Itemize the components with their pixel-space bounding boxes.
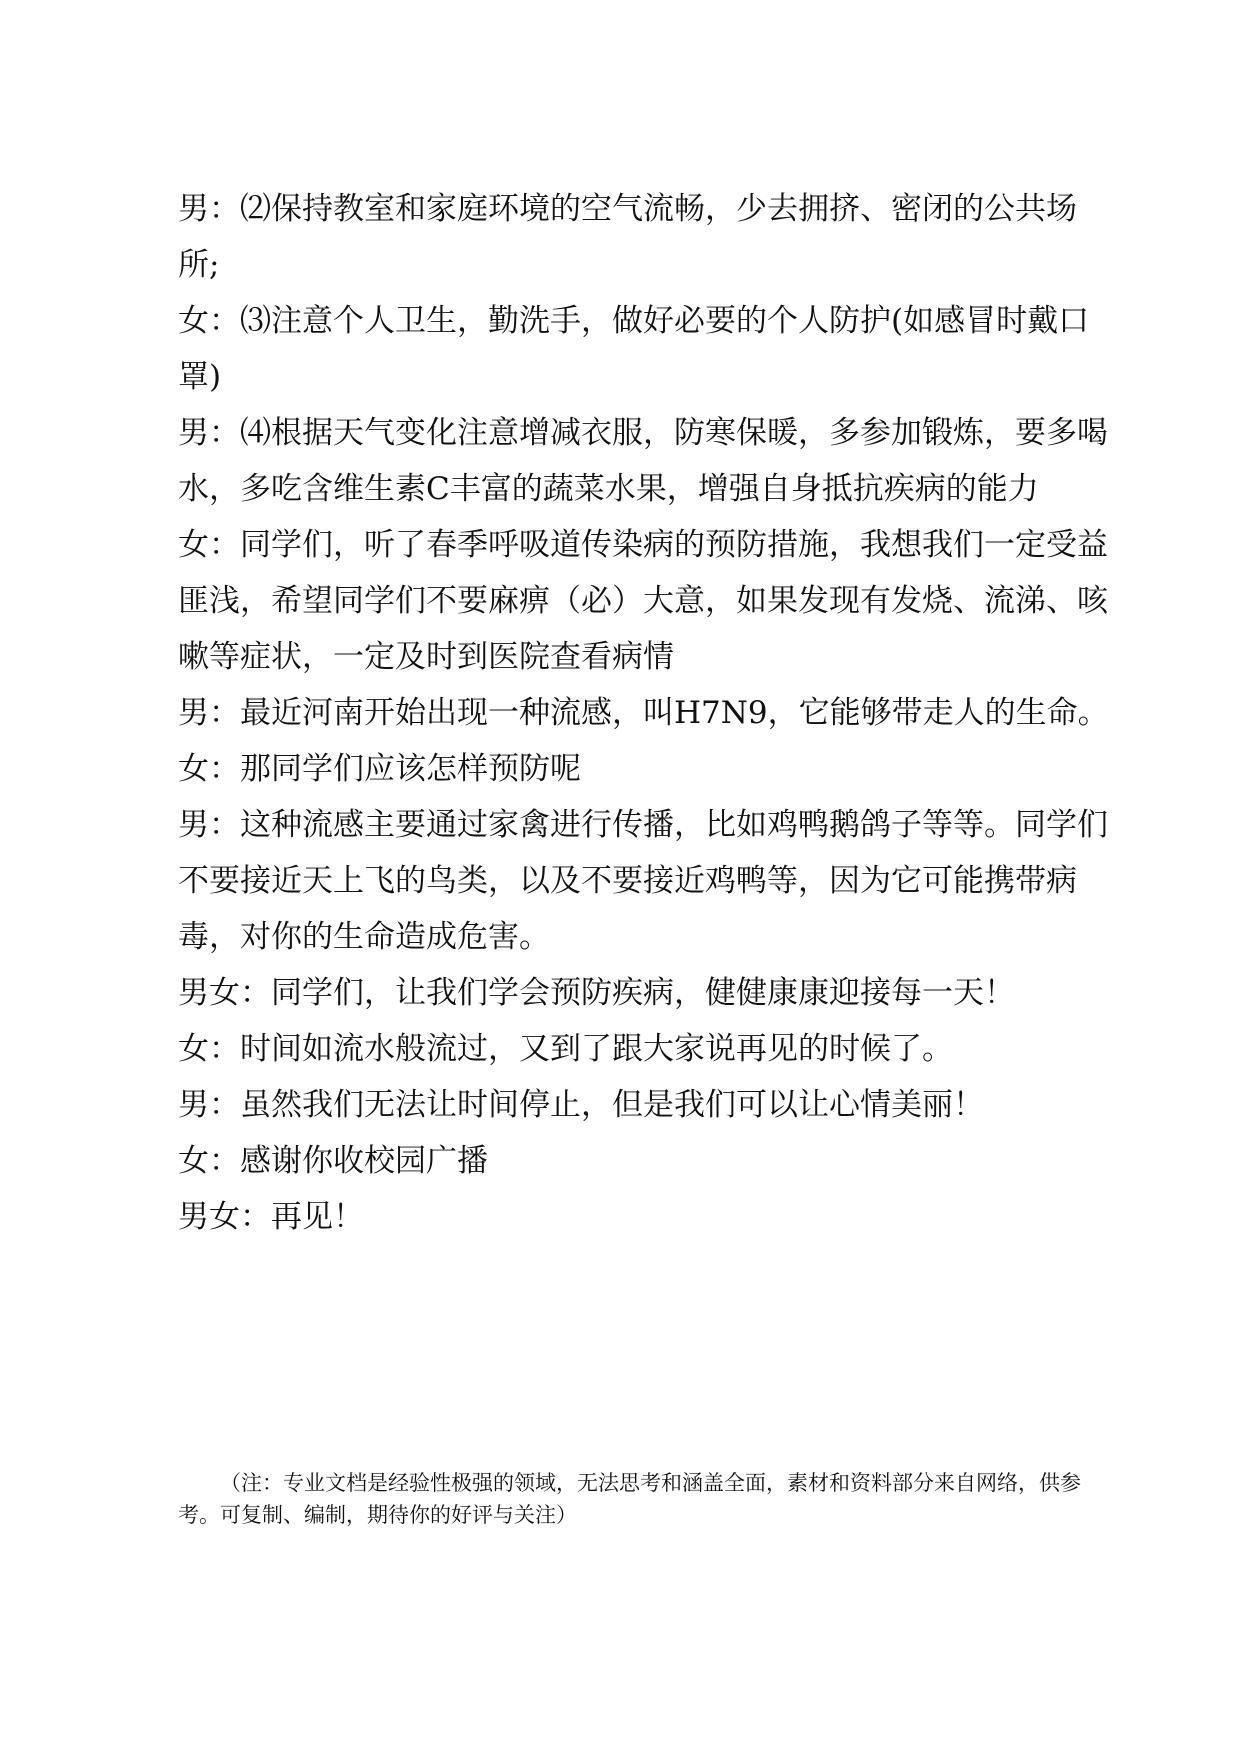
dialogue-line: 男：⑵保持教室和家庭环境的空气流畅，少去拥挤、密闭的公共场所; (178, 191, 1077, 283)
dialogue-line: 女：时间如流水般流过，又到了跟大家说再见的时候了。 (178, 1031, 953, 1067)
dialogue-line: 男：⑷根据天气变化注意增减衣服，防寒保暖，多参加锻炼，要多喝水，多吃含维生素C丰富的蔬菜水果，增强自身抵抗疾病的能力 (178, 415, 1108, 507)
dialogue-line: 女：⑶注意个人卫生，勤洗手，做好必要的个人防护(如感冒时戴口罩) (178, 303, 1090, 395)
dialogue-body (178, 181, 1116, 1245)
dialogue-line: 男女：再见！ (178, 1199, 364, 1235)
dialogue-line: 男：最近河南开始出现一种流感，叫H7N9，它能够带走人的生命。 (178, 695, 1109, 731)
dialogue-line: 女：同学们，听了春季呼吸道传染病的预防措施，我想我们一定受益匪浅，希望同学们不要麻痹（必）大意，如果发现有发烧、流涕、咳嗽等症状，一定及时到医院查看病情 (178, 527, 1108, 675)
dialogue-line: 男：虽然我们无法让时间停止，但是我们可以让心情美丽！ (178, 1087, 984, 1123)
dialogue-line: 女：感谢你收校园广播 (178, 1143, 488, 1179)
dialogue-line: 男：这种流感主要通过家禽进行传播，比如鸡鸭鹅鸽子等等。同学们不要接近天上飞的鸟类，以及不要接近鸡鸭等，因为它可能携带病毒，对你的生命造成危害。 (178, 807, 1108, 955)
dialogue-line: 男女：同学们，让我们学会预防疾病，健健康康迎接每一天！ (178, 975, 1015, 1011)
footnote: （注：专业文档是经验性极强的领域，无法思考和涵盖全面，素材和资料部分来自网络，供参考。可复制、编制，期待你的好评与关注） (178, 1471, 1081, 1527)
dialogue-line: 女：那同学们应该怎样预防呢 (178, 751, 581, 787)
